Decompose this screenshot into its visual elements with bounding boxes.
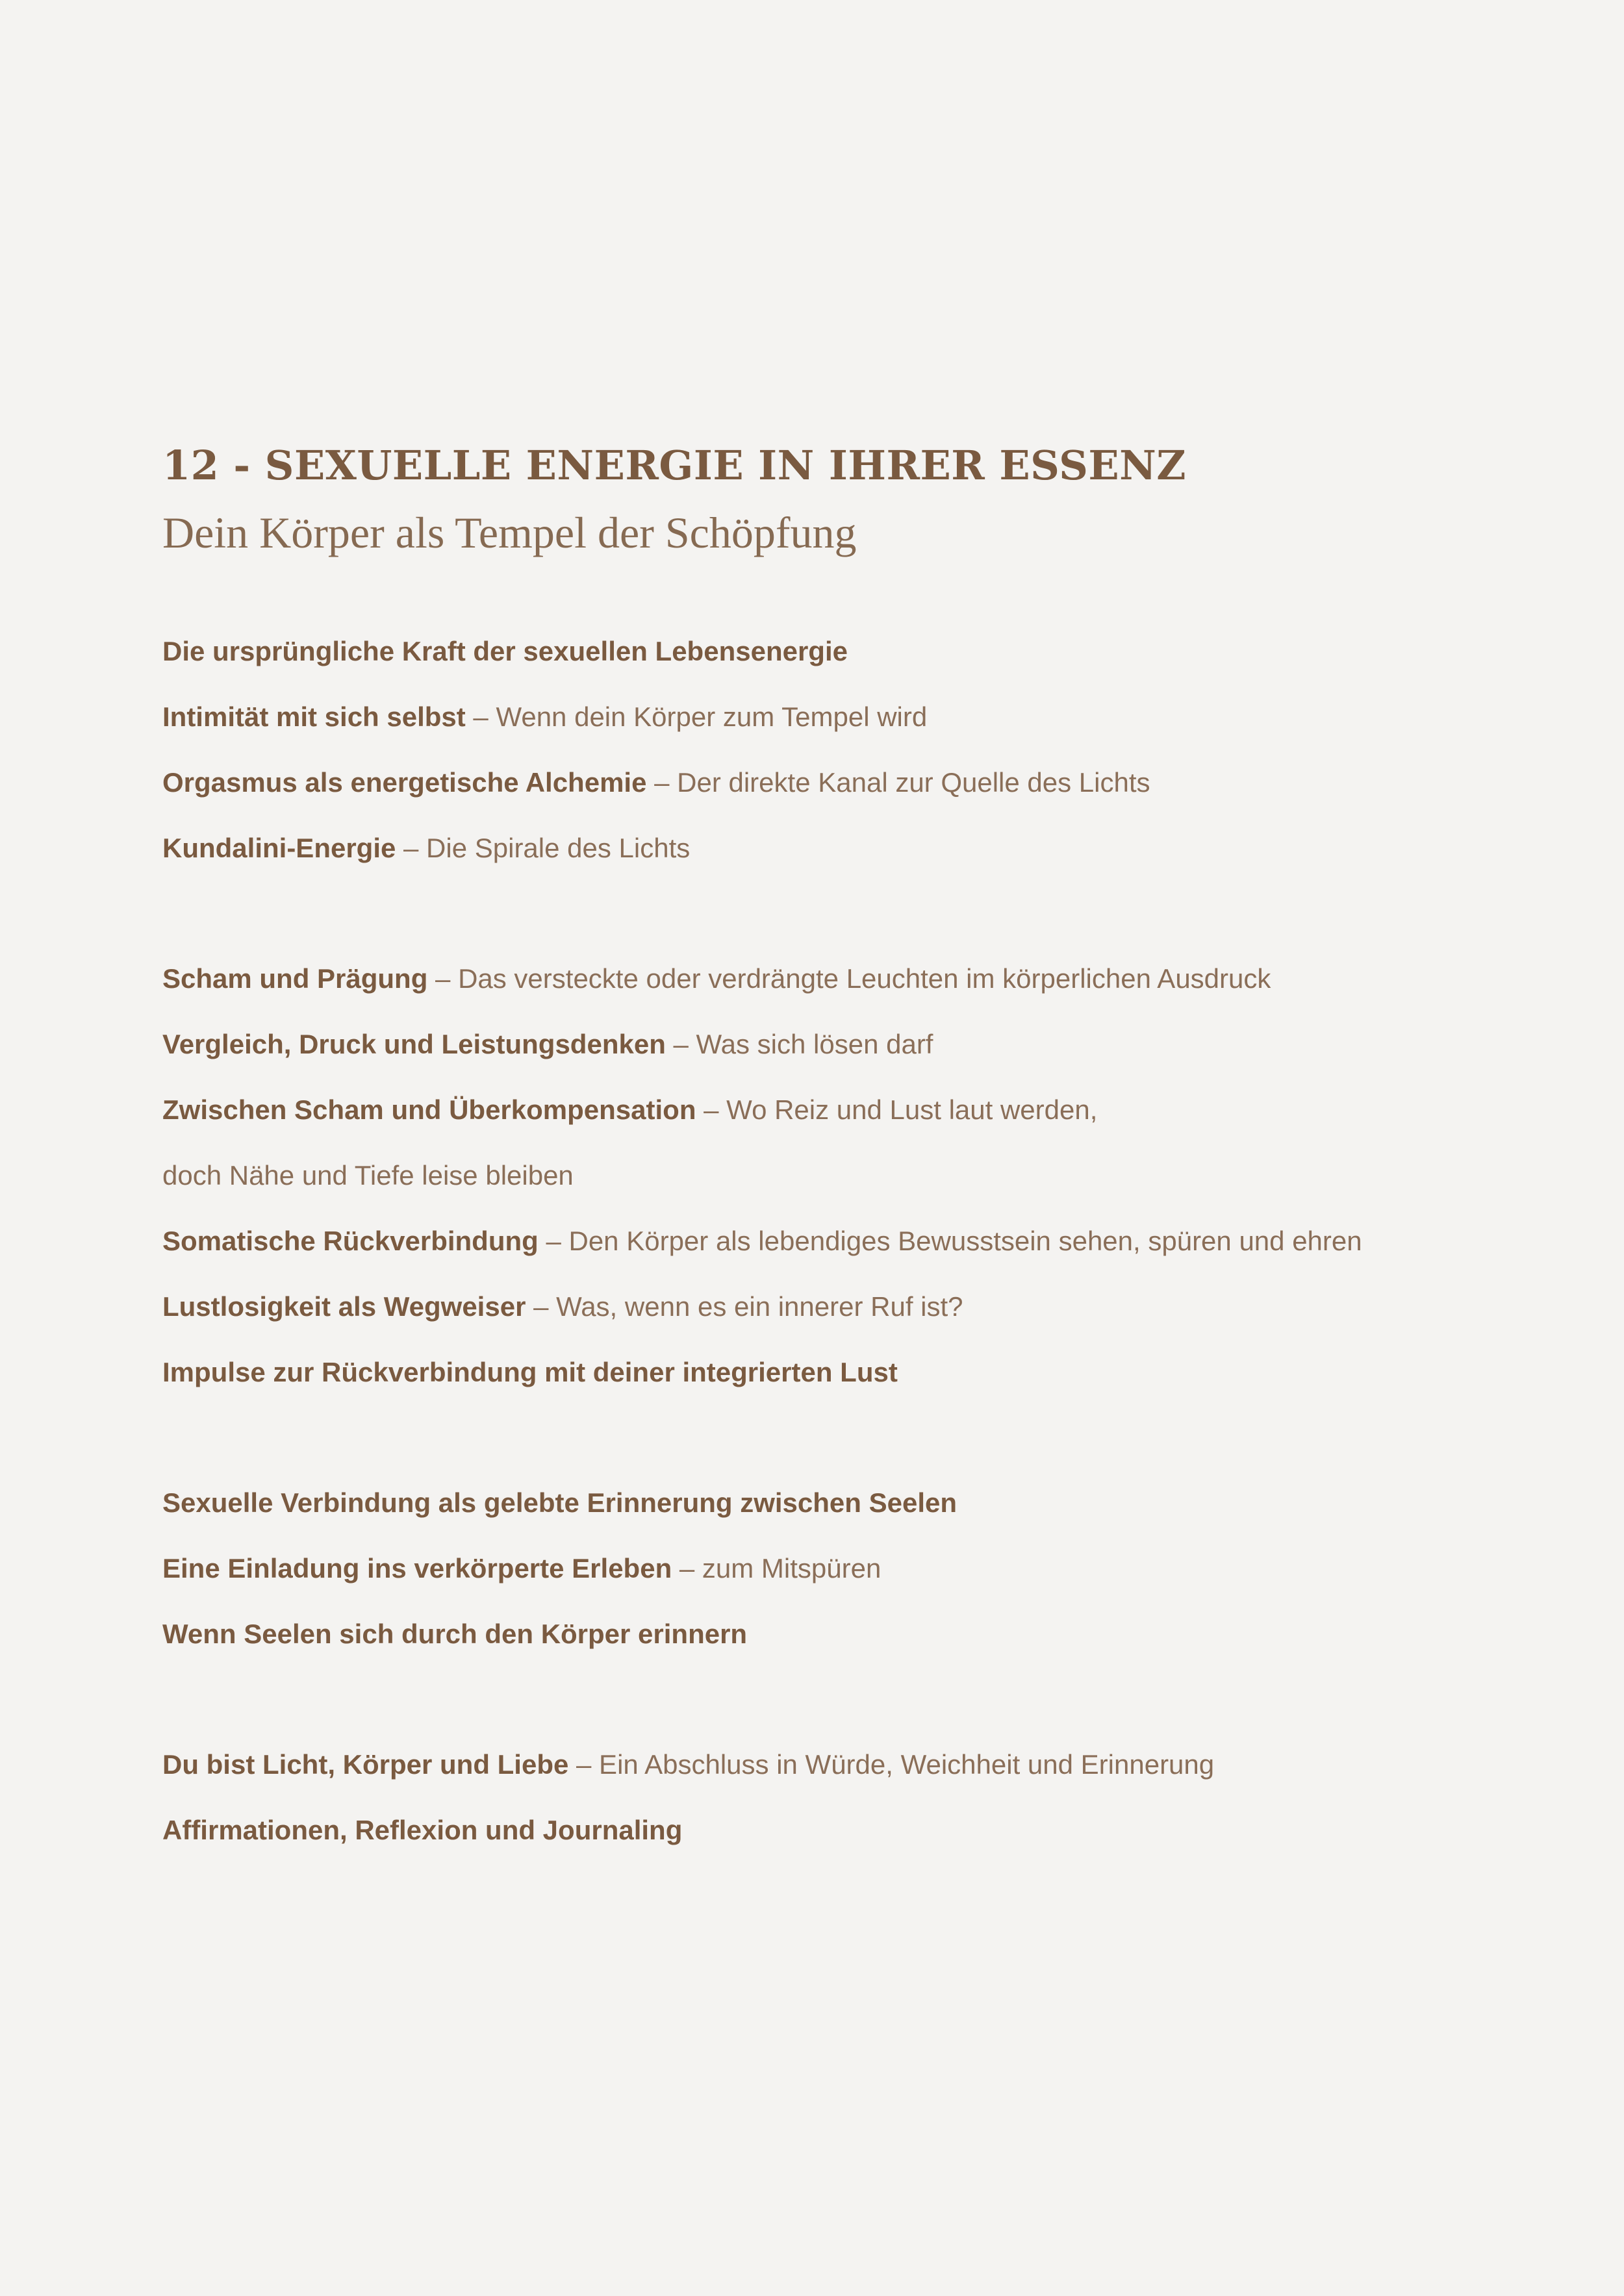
toc-entry-title: Somatische Rückverbindung (162, 1225, 539, 1256)
toc-entry-title: Impulse zur Rückverbindung mit deiner integrierten Lust (162, 1356, 898, 1387)
chapter-subtitle: Dein Körper als Tempel der Schöpfung (162, 508, 857, 558)
toc-entry (162, 1142, 1494, 1208)
toc-entry (162, 618, 1494, 684)
toc-entry-description: – Den Körper als lebendiges Bewusstsein sehen, spüren und ehren (538, 1225, 1362, 1256)
toc-entry-title: Affirmationen, Reflexion und Journaling (162, 1814, 683, 1845)
toc-entry-description: – Die Spirale des Lichts (396, 832, 691, 863)
toc-entry (162, 946, 1494, 1011)
toc-entry-title: Du bist Licht, Körper und Liebe (162, 1748, 569, 1780)
toc-entry-title: Kundalini-Energie (162, 832, 396, 863)
toc-entry (162, 1011, 1494, 1077)
toc-entry-title: Wenn Seelen sich durch den Körper erinnern (162, 1618, 748, 1649)
toc-entry (162, 684, 1494, 750)
toc-entry (162, 750, 1494, 815)
toc-entry (162, 815, 1494, 881)
toc-entry-title: Intimität mit sich selbst (162, 701, 466, 732)
document-page (162, 442, 1494, 1928)
toc-entry-title: Orgasmus als energetische Alchemie (162, 766, 647, 798)
toc-entry-description: – Das versteckte oder verdrängte Leuchten im körperlichen Ausdruck (427, 963, 1271, 994)
toc-entry-title: Sexuelle Verbindung als gelebte Erinnerung zwischen Seelen (162, 1487, 958, 1518)
toc-entry-title: Eine Einladung ins verkörperte Erleben (162, 1552, 672, 1583)
toc-entry-description: – Ein Abschluss in Würde, Weichheit und Erinnerung (568, 1748, 1215, 1780)
toc-entry-description: – Was sich lösen darf (665, 1028, 933, 1059)
toc-entry-description: doch Nähe und Tiefe leise bleiben (162, 1159, 574, 1191)
toc-entry (162, 1339, 1494, 1405)
toc-entry (162, 1077, 1494, 1142)
toc-entry (162, 1208, 1494, 1274)
toc-entry-description: – zum Mitspüren (672, 1552, 882, 1583)
toc-entry-title: Die ursprüngliche Kraft der sexuellen Lebensenergie (162, 635, 848, 666)
toc-entry-description: – Der direkte Kanal zur Quelle des Lichts (646, 766, 1150, 798)
toc-entry-title: Vergleich, Druck und Leistungsdenken (162, 1028, 666, 1059)
table-of-contents (162, 618, 1494, 1863)
toc-group (162, 1470, 1494, 1667)
toc-entry (162, 1732, 1494, 1797)
toc-entry-description: – Wo Reiz und Lust laut werden, (696, 1094, 1098, 1125)
toc-entry (162, 1601, 1494, 1667)
toc-entry-title: Zwischen Scham und Überkompensation (162, 1094, 696, 1125)
toc-group (162, 1732, 1494, 1863)
toc-group (162, 946, 1494, 1405)
toc-entry-title: Lustlosigkeit als Wegweiser (162, 1291, 526, 1322)
toc-entry (162, 1470, 1494, 1535)
toc-entry (162, 1797, 1494, 1863)
chapter-title: 12 - SEXUELLE ENERGIE IN IHRER ESSENZ (162, 442, 1187, 489)
toc-entry (162, 1535, 1494, 1601)
toc-group (162, 618, 1494, 881)
toc-entry-title: Scham und Prägung (162, 963, 428, 994)
toc-entry (162, 1274, 1494, 1339)
toc-entry-description: – Wenn dein Körper zum Tempel wird (465, 701, 928, 732)
toc-entry-description: – Was, wenn es ein innerer Ruf ist? (526, 1291, 963, 1322)
